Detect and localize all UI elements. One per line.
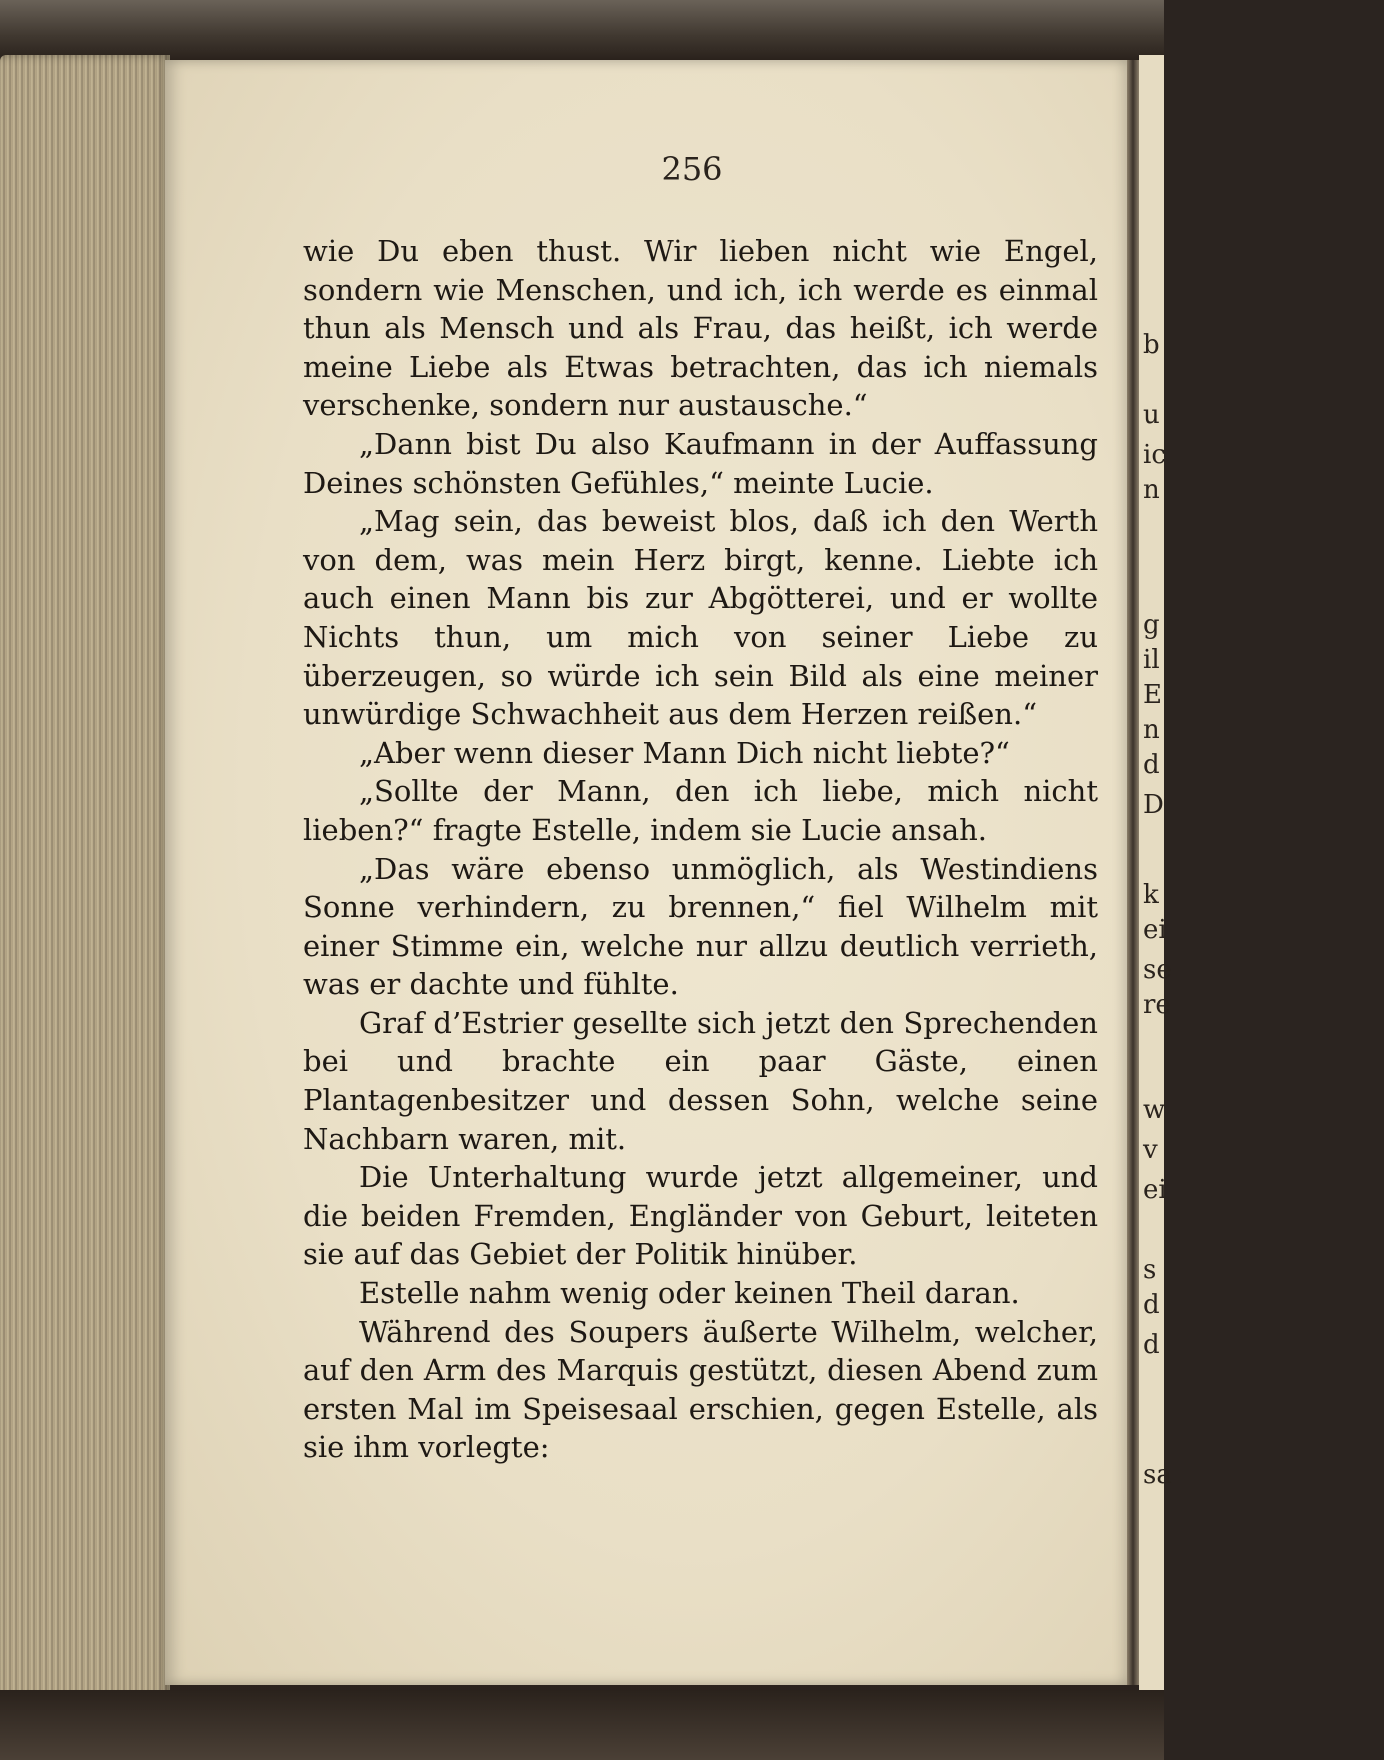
next-page-fragment: d (1143, 750, 1160, 780)
paragraph: Estelle nahm wenig oder keinen Theil daran. (359, 1276, 1020, 1311)
next-page-edge (1139, 55, 1172, 1695)
book-cover-top (0, 0, 1164, 60)
next-page-fragment: re (1143, 990, 1171, 1020)
paragraph: „Mag sein, das beweist blos, daß ich den Werth von dem, was mein Herz birgt, kenne. Liebte ich auch einen Mann bis zur Abgötterei, und er wollte Nichts thun, um mich von seiner Liebe zu überzeugen, so würde ich sein Bild als eine meiner unwürdige Schwachheit aus dem Herzen reißen.“ (303, 504, 1098, 732)
next-page-fragment: b (1143, 330, 1160, 360)
next-page-fragment: g (1143, 610, 1160, 640)
paragraph: „Dann bist Du also Kaufmann in der Auffassung Deines schönsten Gefühles,“ meinte Lucie. (303, 426, 1098, 500)
next-page-fragment: n (1143, 715, 1160, 745)
page-edges (0, 55, 170, 1700)
next-page-fragment: n (1143, 475, 1160, 505)
next-page-fragment: ic (1143, 440, 1166, 470)
paragraph: wie Du eben thust. Wir lieben nicht wie Engel, sondern wie Menschen, und ich, ich werde es einmal thun als Mensch und als Frau, das heißt, ich werde meine Liebe als Etwas betrachten, das ich niemals verschenke, sondern nur austausche.“ (303, 234, 1098, 423)
next-page-fragment: v (1143, 1135, 1158, 1165)
next-page-fragment: ei (1143, 915, 1167, 945)
next-page-fragment: u (1143, 400, 1160, 430)
next-page-fragment: w (1143, 1095, 1166, 1125)
body-text (303, 232, 1098, 1467)
book-gutter (1127, 60, 1139, 1685)
next-page-fragment: E (1143, 680, 1162, 710)
paragraph: Graf d’Estrier gesellte sich jetzt den Sprechenden bei und brachte ein paar Gäste, einen Plantagenbesitzer und dessen Sohn, welche seine Nachbarn waren, mit. (303, 1005, 1098, 1156)
next-page-fragment: d (1143, 1330, 1160, 1360)
next-page-fragment: ei (1143, 1175, 1167, 1205)
next-page-fragment: d (1143, 1290, 1160, 1320)
paragraph: „Aber wenn dieser Mann Dich nicht liebte?“ (359, 735, 1010, 770)
next-page-fragment: k (1143, 880, 1159, 910)
next-page-fragment: sa (1143, 1460, 1172, 1490)
next-page-fragment: D (1143, 790, 1164, 820)
book-cover-bottom (0, 1690, 1164, 1760)
paragraph: Während des Soupers äußerte Wilhelm, welcher, auf den Arm des Marquis gestützt, diesen Abend zum ersten Mal im Speisesaal erschien, gegen Estelle, als sie ihm vorlegte: (303, 1314, 1098, 1465)
page-number: 256 (661, 150, 723, 188)
paragraph: Die Unterhaltung wurde jetzt allgemeiner, und die beiden Fremden, Engländer von Geburt, leiteten sie auf das Gebiet der Politik hinüber. (303, 1160, 1098, 1272)
next-page-fragment: se (1143, 955, 1172, 985)
next-page-fragment: il (1143, 645, 1160, 675)
paragraph: „Sollte der Mann, den ich liebe, mich nicht lieben?“ fragte Estelle, indem sie Lucie ansah. (303, 774, 1098, 847)
paragraph: „Das wäre ebenso unmöglich, als Westindiens Sonne verhindern, zu brennen,“ fiel Wilhelm mit einer Stimme ein, welche nur allzu deutlich verrieth, was er dachte und fühlte. (303, 851, 1098, 1002)
next-page-fragment: s (1143, 1255, 1157, 1285)
